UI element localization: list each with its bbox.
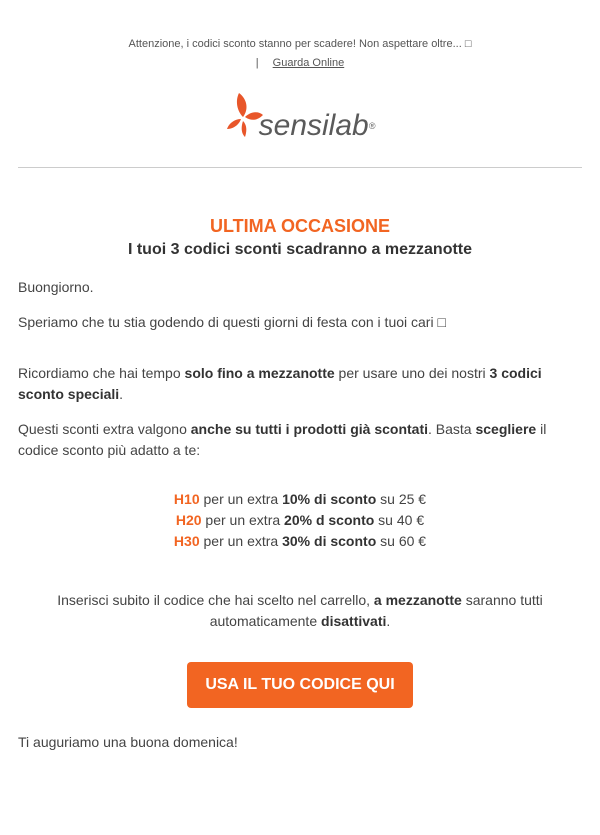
preheader <box>0 35 600 73</box>
paragraph-3: Questi sconti extra valgono anche su tutti i prodotti già scontati. Basta scegliere il codice sconto più adatto a te: <box>18 421 547 458</box>
logo-text: sensilab® <box>258 109 376 142</box>
headline-title: ULTIMA OCCASIONE <box>210 216 390 236</box>
paragraph-4: Inserisci subito il codice che hai scelto nel carrello, a mezzanotte saranno tutti automaticamente disattivati. <box>57 592 543 629</box>
code-line: H30 per un extra 30% di sconto su 60 € <box>173 533 427 549</box>
greeting: Buongiorno. <box>18 279 94 295</box>
code-line: H20 per un extra 20% d sconto su 40 € <box>175 512 425 528</box>
paragraph-2: Ricordiamo che hai tempo solo fino a mezzanotte per usare uno dei nostri 3 codici sconto speciali. <box>18 365 542 402</box>
divider <box>18 167 582 168</box>
separator: | <box>255 57 259 69</box>
view-online-link[interactable]: Guarda Online <box>272 57 345 69</box>
preheader-text: Attenzione, i codici sconto stanno per scadere! Non aspettare oltre... □ <box>128 38 472 50</box>
code-line: H10 per un extra 10% di sconto su 25 € <box>173 491 427 507</box>
closing: Ti auguriamo una buona domenica! <box>18 734 238 750</box>
sensilab-logo[interactable] <box>0 87 600 141</box>
discount-codes-list <box>0 489 600 552</box>
use-code-button[interactable]: USA IL TUO CODICE QUI <box>187 662 412 708</box>
butterfly-icon <box>225 91 263 141</box>
paragraph-1: Speriamo che tu stia godendo di questi giorni di festa con i tuoi cari □ <box>18 314 446 330</box>
headline-subtitle: I tuoi 3 codici sconti scadranno a mezzanotte <box>127 241 473 258</box>
